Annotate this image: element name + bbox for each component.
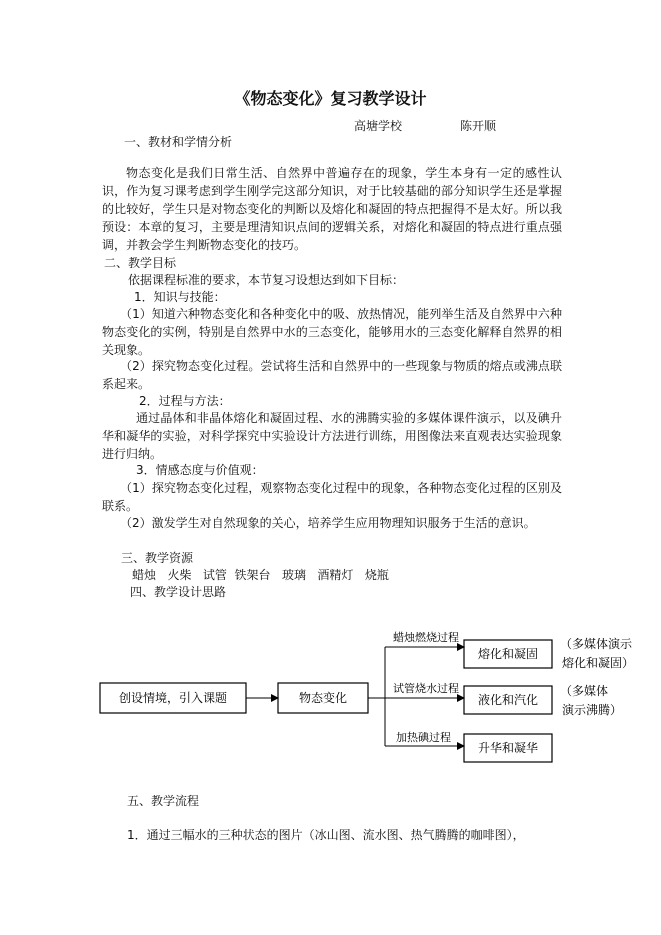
result-label-1: 熔化和凝固 (477, 647, 539, 661)
emotion-item-2: （2）激发学生对自然现象的关心，培养学生应用物理知识服务于生活的意识。 (120, 516, 536, 530)
knowledge-heading: 1．知识与技能： (134, 290, 226, 304)
page-title: 《物态变化》复习教学设计 (234, 89, 427, 108)
section2-heading: 二、教学目标 (104, 256, 177, 270)
knowledge-item-2: （2）探究物态变化过程。尝试将生活和自然界中的一些现象与物质的熔点或沸点联系起来。 (102, 359, 562, 391)
process-label-2: 试管烧水过程 (393, 682, 459, 695)
emotion-item-1: （1）探究物态变化过程，观察物态变化过程中的现象，各种物态变化过程的区别及联系。 (102, 481, 562, 513)
emotion-heading: 3．情感态度与价值观： (136, 463, 264, 477)
author-name: 陈开顺 (460, 119, 497, 133)
process-heading: 2．过程与方法： (139, 394, 231, 408)
knowledge-item-1: （1）知道六种物态变化和各种变化中的吸、放热情况，能列举生活及自然界中六种物态变化的实例，特别是自然界中水的三态变化，能够用水的三态变化解释自然界的相关现象。 (102, 307, 562, 357)
result-label-2: 液化和汽化 (477, 693, 539, 707)
note-1-line-2: 熔化和凝固） (562, 656, 635, 670)
section3-heading: 三、教学资源 (121, 551, 194, 565)
section5-heading: 五、教学流程 (127, 794, 200, 808)
note-2-line-2: 演示沸腾） (562, 703, 623, 717)
note-1-line-1: （多媒体演示 (560, 637, 633, 651)
resources-list: 蜡烛 火柴 试管 铁架台 玻璃 酒精灯 烧瓶 (132, 568, 389, 582)
section4-heading: 四、教学设计思路 (130, 585, 227, 599)
objectives-intro: 依据课程标准的要求，本节复习设想达到如下目标： (128, 273, 405, 287)
process-label-1: 蜡烛燃烧过程 (393, 631, 459, 644)
section1-heading: 一、教材和学情分析 (124, 135, 233, 149)
section1-paragraph: 物态变化是我们日常生活、自然界中普遍存在的现象，学生本身有一定的感性认识，作为复习课考虑到学生刚学完这部分知识，对于比较基础的部分知识学生还是掌握的比较好，学生只是对物态变化的判断以及熔化和凝固的特点把握得不是太好。所以我预设：本章的复习，主要是理清知识点间的逻辑关系，对熔化和凝固的特点进行重点强调，并教会学生判断物态变化的技巧。 (102, 166, 562, 252)
process-item-1: 通过晶体和非晶体熔化和凝固过程、水的沸腾实验的多媒体课件演示，以及碘升华和凝华的实验，对科学探究中实验设计方法进行训练，用图像法来直观表达实验现象进行归纳。 (102, 411, 562, 461)
process-step-1: 1．通过三幅水的三种状态的图片（冰山图、流水图、热气腾腾的咖啡图）， (127, 828, 525, 842)
process-label-3: 加热碘过程 (396, 731, 451, 744)
result-label-3: 升华和凝华 (477, 741, 539, 755)
note-2-line-1: （多媒体 (560, 684, 609, 698)
center-box-label: 物态变化 (298, 691, 348, 705)
author-school: 高塘学校 (354, 119, 403, 133)
start-box-label: 创设情境，引入课题 (118, 691, 228, 705)
